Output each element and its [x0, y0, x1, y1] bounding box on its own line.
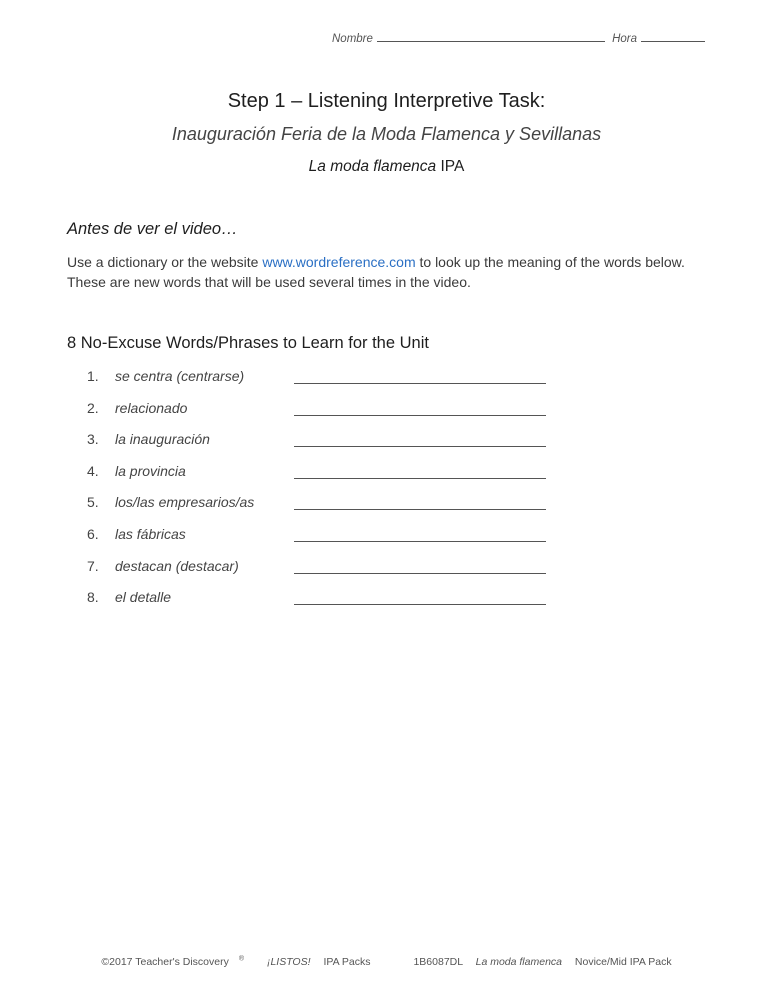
answer-blank[interactable] [294, 573, 546, 574]
registered-mark: ® [238, 955, 245, 962]
list-item [67, 366, 587, 398]
page-subtitle: Inauguración Feria de la Moda Flamenca y Sevillanas [171, 124, 602, 144]
word-text: los/las empresarios/as [115, 494, 255, 511]
word-text: el detalle [115, 589, 172, 606]
word-number: 2. [87, 399, 99, 416]
list-item [67, 492, 587, 524]
word-number: 8. [87, 589, 99, 606]
word-text: se centra (centrarse) [115, 368, 245, 384]
word-list [67, 366, 587, 619]
footer-pack [403, 956, 681, 968]
word-number: 1. [87, 368, 99, 384]
antes-heading: Antes de ver el video… [67, 220, 238, 238]
page-subheading [0, 158, 773, 176]
instructions-after: to look up the meaning of the words below. These are new words that will be used several times in the video. [67, 254, 685, 290]
pack-italic: La moda flamenca [475, 955, 562, 968]
answer-blank[interactable] [294, 415, 546, 416]
list-item [67, 556, 587, 588]
word-text: relacionado [115, 399, 188, 416]
hour-label: Hora [612, 33, 638, 45]
answer-blank[interactable] [294, 446, 546, 447]
footer-brand [267, 956, 381, 968]
list-item [67, 524, 587, 556]
answer-blank[interactable] [294, 383, 546, 384]
word-number: 4. [87, 462, 99, 479]
name-hour-line [332, 30, 709, 45]
word-text: destacan (destacar) [115, 557, 239, 574]
list-item [67, 398, 587, 430]
instructions-before: Use a dictionary or the website [67, 254, 263, 270]
page-footer [0, 955, 773, 968]
hour-blank[interactable] [641, 30, 705, 42]
word-text: las fábricas [115, 525, 186, 542]
page-title: Step 1 – Listening Interpretive Task: [227, 90, 546, 112]
answer-blank[interactable] [294, 478, 546, 479]
copyright-text: ©2017 Teacher's Discovery [101, 955, 229, 968]
list-item [67, 587, 587, 619]
pack-code: 1B6087DL [413, 955, 466, 968]
wordreference-link[interactable]: www.wordreference.com [262, 254, 416, 270]
name-label: Nombre [332, 33, 373, 45]
answer-blank[interactable] [294, 509, 546, 510]
instructions-paragraph [67, 252, 707, 292]
brand-rest: IPA Packs [320, 955, 371, 968]
word-number: 6. [87, 525, 99, 542]
subheading-rest: IPA [436, 158, 465, 175]
word-number: 3. [87, 431, 99, 448]
word-text: la inauguración [115, 431, 210, 448]
answer-blank[interactable] [294, 541, 546, 542]
footer-copyright [91, 956, 244, 968]
word-text: la provincia [115, 462, 186, 479]
words-heading: 8 No-Excuse Words/Phrases to Learn for the Unit [67, 334, 429, 352]
word-number: 5. [87, 494, 99, 511]
list-item [67, 429, 587, 461]
pack-rest: Novice/Mid IPA Pack [572, 955, 672, 968]
name-blank[interactable] [377, 30, 605, 42]
brand-italic: ¡LISTOS! [266, 955, 311, 968]
answer-blank[interactable] [294, 604, 546, 605]
list-item [67, 461, 587, 493]
subheading-italic: La moda flamenca [308, 158, 437, 175]
word-number: 7. [87, 557, 99, 574]
